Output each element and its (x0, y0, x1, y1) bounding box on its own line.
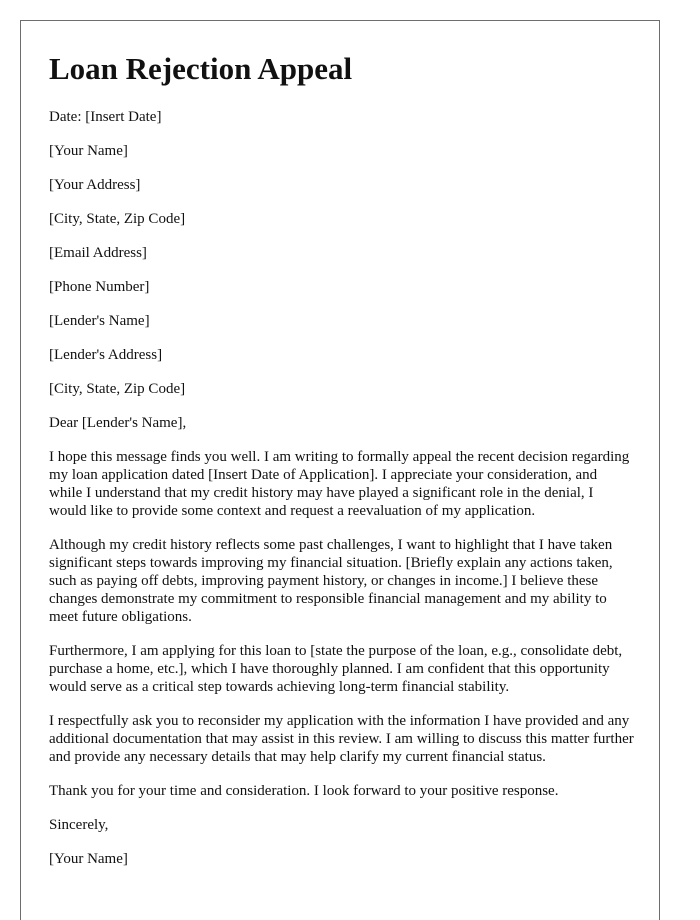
sender-city-state-zip: [City, State, Zip Code] (49, 211, 186, 227)
salutation: Dear [Lender's Name], (49, 415, 187, 431)
body-paragraph-3: Furthermore, I am applying for this loan to [state the purpose of the loan, e.g., consolidate debt, purchase a home, etc.], which I have thoroughly planned. I am confident that this opportunity would serve as a critical step towards achieving long-term financial stability. (49, 643, 623, 695)
sender-phone: [Phone Number] (49, 279, 150, 295)
body-paragraph-4: I respectfully ask you to reconsider my application with the information I have provided and any additional documentation that may assist in this review. I am willing to discuss this matter further and provide any necessary details that may help clarify my current financial status. (49, 713, 634, 765)
signature-name: [Your Name] (49, 851, 128, 867)
body-paragraph-5: Thank you for your time and consideration. I look forward to your positive response. (49, 783, 559, 799)
sender-address: [Your Address] (49, 177, 141, 193)
letter-page (20, 20, 660, 920)
letter-date: Date: [Insert Date] (49, 109, 162, 125)
letter-title: Loan Rejection Appeal (49, 51, 353, 86)
body-paragraph-2: Although my credit history reflects some past challenges, I want to highlight that I have taken significant steps towards improving my financial situation. [Briefly explain any actions taken, such as paying off debts, improving payment history, or changes in income.] I believe these changes demonstrate my commitment to responsible financial management and my ability to meet future obligations. (49, 537, 613, 625)
recipient-city-state-zip: [City, State, Zip Code] (49, 381, 186, 397)
recipient-name: [Lender's Name] (49, 313, 150, 329)
body-paragraph-1: I hope this message finds you well. I am writing to formally appeal the recent decision regarding my loan application dated [Insert Date of Application]. I appreciate your consideration, and while I understand that my credit history may have played a significant role in the denial, I would like to provide some context and request a reevaluation of my application. (49, 449, 630, 519)
sender-email: [Email Address] (49, 245, 147, 261)
closing: Sincerely, (49, 817, 109, 833)
recipient-address: [Lender's Address] (49, 347, 163, 363)
letter-content (49, 49, 634, 868)
sender-name: [Your Name] (49, 143, 128, 159)
